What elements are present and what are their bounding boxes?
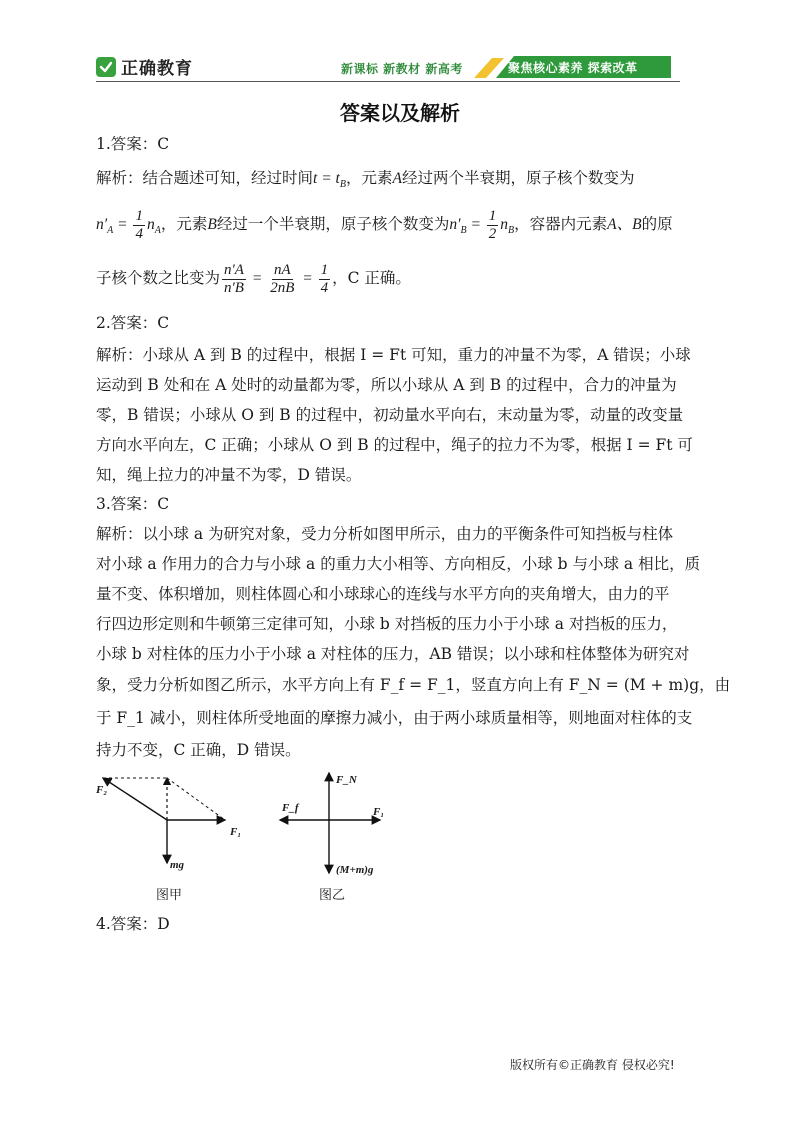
var: B xyxy=(207,216,217,233)
fraction xyxy=(222,262,246,296)
caption-jia: 图甲 xyxy=(156,888,183,903)
copyright-footer: 版权所有©正确教育 侵权必究! xyxy=(510,1058,675,1072)
q2-line-2: 运动到 B 处和在 A 处时的动量都为零，所以小球从 A 到 B 的过程中，合力的冲量为 xyxy=(96,376,677,394)
force-diagrams xyxy=(90,770,410,905)
text: ，元素 xyxy=(345,169,393,187)
logo xyxy=(96,54,193,79)
q1-line-2 xyxy=(96,206,696,249)
q3-line-7: 于 F_1 减小，则柱体所受地面的摩擦力减小，由于两小球质量相等，则地面对柱体的支 xyxy=(96,709,693,727)
q2-answer: 2.答案：C xyxy=(96,314,170,332)
frac-den: 2nB xyxy=(270,279,295,296)
figure-yi xyxy=(280,773,380,873)
math-text: t = t xyxy=(313,170,340,187)
q2-line-5: 知，绳上拉力的冲量不为零，D 错误。 xyxy=(96,466,362,484)
caption-yi: 图乙 xyxy=(319,888,346,903)
f2-arrow xyxy=(103,778,167,820)
text: ，容器内元素 xyxy=(514,215,608,233)
q1-line-1 xyxy=(96,168,696,195)
q3-line-3: 量不变、体积增加，则柱体圆心和小球球心的连线与水平方向的夹角增大，由力的平 xyxy=(96,585,670,603)
slogan-banner xyxy=(474,56,671,78)
slogan-right: 聚焦核心素养 探索改革 xyxy=(508,61,638,75)
label-f1-right: F₁ xyxy=(373,806,385,818)
q1-line-3: 子核个数之比变为 $\frac{n'A}{n'B}$ = $\frac{nA}{2nB}$ = $\frac{1}{4}$ ，C 正确。 xyxy=(96,262,411,296)
math xyxy=(96,216,132,237)
q3-answer: 3.答案：C xyxy=(96,495,170,513)
math xyxy=(500,216,515,237)
math-sub: B xyxy=(460,225,467,237)
math-text: = xyxy=(113,216,132,233)
q2-line-1: 解析：小球从 A 到 B 的过程中，根据 I = Ft 可知，重力的冲量不为零，A 错误；小球 xyxy=(96,346,691,364)
math xyxy=(313,170,346,191)
figure-jia xyxy=(103,778,225,863)
fraction xyxy=(268,262,296,296)
q2-line-4: 方向水平向左，C 正确；小球从 O 到 B 的过程中，绳子的拉力不为零，根据 I = Ft 可 xyxy=(96,436,693,454)
logo-text: 正确教育 xyxy=(121,59,193,79)
q4-answer: 4.答案：D xyxy=(96,915,170,933)
q3-line-4: 行四边形定则和牛顿第三定律可知，小球 b 对挡板的压力小于小球 a 对挡板的压力， xyxy=(96,615,678,633)
text: 经过两个半衰期，原子核个数变为 xyxy=(401,169,635,187)
text: ，C 正确。 xyxy=(332,269,411,287)
text: 经过一个半衰期，原子核个数变为 xyxy=(216,215,450,233)
label-f2: F₂ xyxy=(96,784,108,796)
math: $n'_B$ = xyxy=(449,216,485,237)
frac-den: n′B xyxy=(224,279,244,296)
q1-answer: 1.答案：C xyxy=(96,135,170,153)
dashed-diag xyxy=(167,778,225,820)
math-sub: A xyxy=(107,225,114,237)
math-sub: B xyxy=(508,225,515,237)
math-text: n′ xyxy=(96,216,108,233)
frac-num: 1 xyxy=(135,208,143,224)
frac-num: 1 xyxy=(488,208,497,224)
fraction xyxy=(133,208,145,242)
label-f1: F₁ xyxy=(230,826,242,838)
label-mg: mg xyxy=(170,859,185,871)
math-sub: A xyxy=(154,225,161,237)
check-icon xyxy=(96,57,116,77)
label-fn: F_N xyxy=(336,774,357,786)
text: 子核个数之比变为 xyxy=(96,269,221,287)
text: 解析：结合题述可知，经过时间 xyxy=(96,169,314,187)
label-mmg: (M+m)g xyxy=(336,864,374,876)
var: A xyxy=(392,170,402,187)
frac-den: 4 xyxy=(135,225,143,242)
q3-line-1: 解析：以小球 a 为研究对象，受力分析如图甲所示，由力的平衡条件可知挡板与柱体 xyxy=(96,525,674,543)
slogan-left: 新课标 新教材 新高考 xyxy=(341,62,463,76)
q3-line-2: 对小球 a 作用力的合力与小球 a 的重力大小相等、方向相反，小球 b 与小球 a 相比，质 xyxy=(96,555,701,573)
fraction xyxy=(487,208,499,242)
page-title: 答案以及解析 xyxy=(340,101,460,125)
q3-line-6: 象，受力分析如图乙所示，水平方向上有 F_f = F_1，竖直方向上有 F_N = (M + m)g，由 xyxy=(96,676,731,694)
q3-line-5: 小球 b 对柱体的压力小于小球 a 对柱体的压力，AB 错误；以小球和柱体整体为研究对 xyxy=(96,645,690,663)
math-text: n′ xyxy=(449,216,461,233)
math xyxy=(146,216,161,237)
var: A、B xyxy=(607,216,642,233)
label-ff: F_f xyxy=(282,802,299,814)
math-text: n xyxy=(146,216,155,233)
page-header xyxy=(0,0,800,90)
text: ，元素 xyxy=(160,215,208,233)
header-divider xyxy=(96,81,680,82)
frac-den: 2 xyxy=(488,225,497,242)
text: 的原 xyxy=(641,215,673,233)
force-diagram-svg xyxy=(90,770,410,905)
frac-den: 4 xyxy=(320,279,329,296)
fraction xyxy=(319,262,331,296)
q3-line-8: 持力不变，C 正确，D 错误。 xyxy=(96,741,301,759)
math-text: n xyxy=(500,216,509,233)
q2-line-3: 零，B 错误；小球从 O 到 B 的过程中，初动量水平向右，末动量为零，动量的改变量 xyxy=(96,406,684,424)
frac-num: nA xyxy=(273,262,291,278)
frac-num: n′A xyxy=(224,262,244,278)
frac-num: 1 xyxy=(320,262,329,278)
math-sub: B xyxy=(339,179,346,191)
